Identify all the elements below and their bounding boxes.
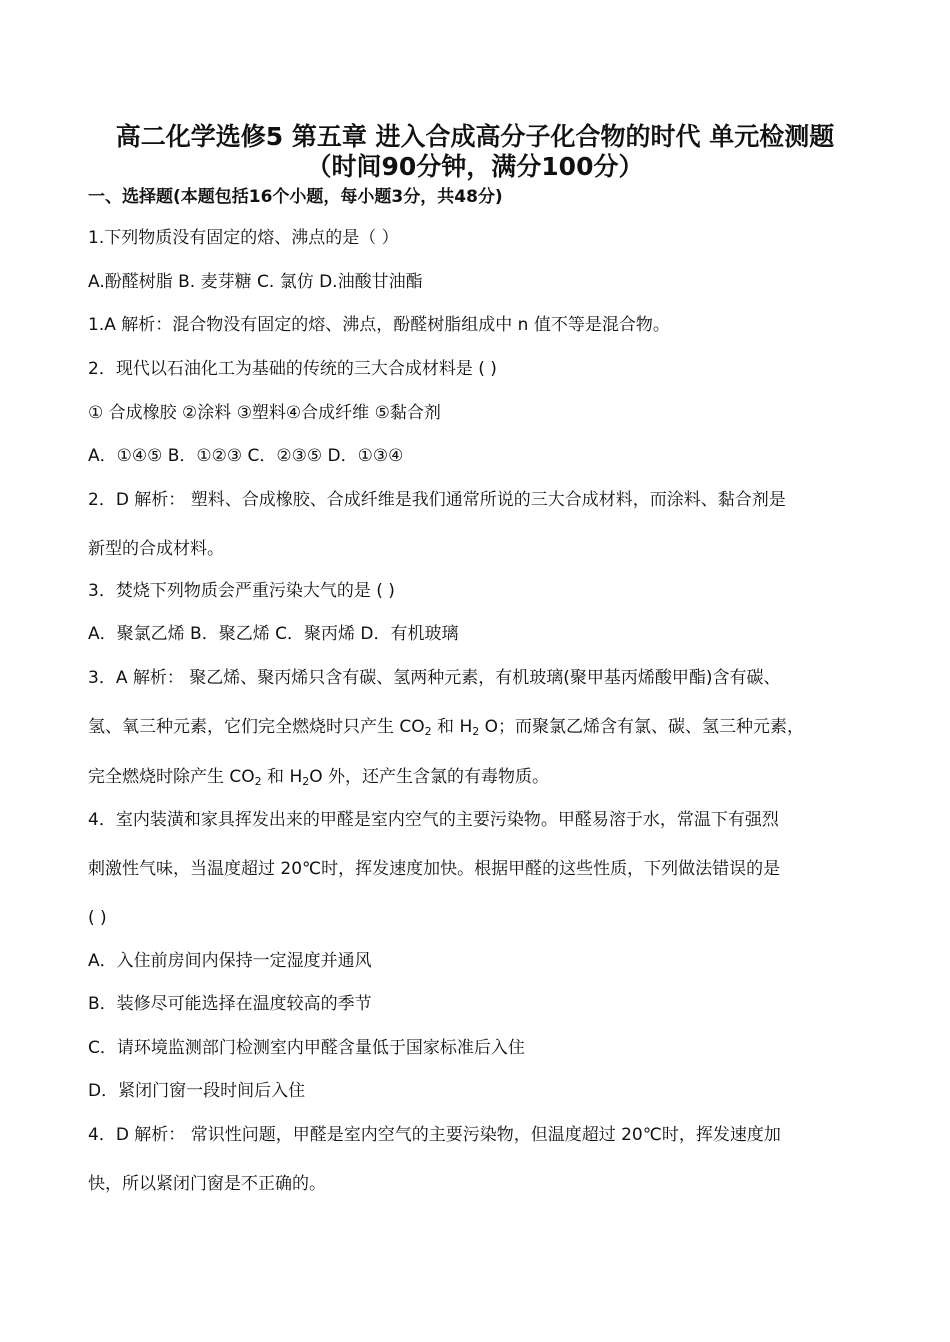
subscript-2: 2 [254, 775, 262, 788]
section-heading: 一、选择题(本题包括16个小题，每小题3分，共48分) [88, 187, 503, 207]
q3-answer-line1: 3．A 解析： 聚乙烯、聚丙烯只含有碳、氢两种元素，有机玻璃(聚甲基丙烯酸甲酯)含有碳、 [88, 668, 781, 688]
q3-answer-line2-text-a: 氢、氧三种元素，它们完全燃烧时只产生 CO [88, 717, 425, 737]
q4-answer-line1: 4．D 解析： 常识性问题，甲醛是室内空气的主要污染物，但温度超过 20℃时，挥发速度加 [88, 1125, 781, 1145]
q1-options: A.酚醛树脂 B. 麦芽糖 C. 氯仿 D.油酸甘油酯 [88, 272, 423, 292]
q4-option-c: C．请环境监测部门检测室内甲醛含量低于国家标准后入住 [88, 1038, 525, 1058]
subscript-2: 2 [424, 725, 432, 738]
subscript-2: 2 [302, 775, 310, 788]
q2-answer-line2: 新型的合成材料。 [88, 539, 224, 559]
document-title: 高二化学选修5 第五章 进入合成高分子化合物的时代 单元检测题 [115, 122, 835, 151]
q3-options: A．聚氯乙烯 B．聚乙烯 C．聚丙烯 D．有机玻璃 [88, 624, 459, 644]
q2-answer-line1: 2．D 解析： 塑料、合成橡胶、合成纤维是我们通常所说的三大合成材料，而涂料、黏合剂是 [88, 490, 786, 510]
document-subtitle: （时间90分钟，满分100分） [306, 152, 644, 181]
q3-answer-line3-text-a: 完全燃烧时除产生 CO [88, 767, 255, 787]
q3-answer-line2-text-c: O；而聚氯乙烯含有氯、碳、氢三种元素， [479, 717, 805, 737]
subscript-2: 2 [472, 725, 480, 738]
q3-answer-line3-text-b: 和 H [261, 767, 303, 787]
q2-items: ① 合成橡胶 ②涂料 ③塑料④合成纤维 ⑤黏合剂 [88, 403, 441, 423]
q2-stem: 2．现代以石油化工为基础的传统的三大合成材料是 ( ) [88, 359, 497, 379]
q4-option-a: A．入住前房间内保持一定湿度并通风 [88, 951, 372, 971]
q4-stem-line3: ( ) [88, 908, 107, 928]
q3-answer-line2-text-b: 和 H [431, 717, 473, 737]
q3-answer-line3 [88, 766, 549, 788]
q4-answer-line2: 快，所以紧闭门窗是不正确的。 [88, 1174, 326, 1194]
q3-answer-line3-text-c: O 外，还产生含氯的有毒物质。 [309, 767, 550, 787]
q4-stem-line2: 刺激性气味，当温度超过 20℃时，挥发速度加快。根据甲醛的这些性质，下列做法错误的是 [88, 859, 781, 879]
q1-answer: 1.A 解析：混合物没有固定的熔、沸点，酚醛树脂组成中 n 值不等是混合物。 [88, 315, 670, 335]
q1-stem: 1.下列物质没有固定的熔、沸点的是（ ） [88, 228, 399, 248]
q2-options: A．①④⑤ B．①②③ C．②③⑤ D．①③④ [88, 446, 404, 466]
q3-answer-line2 [88, 716, 804, 738]
q4-option-b: B．装修尽可能选择在温度较高的季节 [88, 994, 372, 1014]
q3-stem: 3．焚烧下列物质会严重污染大气的是 ( ) [88, 581, 395, 601]
q4-stem-line1: 4．室内装潢和家具挥发出来的甲醛是室内空气的主要污染物。甲醛易溶于水，常温下有强烈 [88, 810, 779, 830]
q4-option-d: D．紧闭门窗一段时间后入住 [88, 1081, 306, 1101]
